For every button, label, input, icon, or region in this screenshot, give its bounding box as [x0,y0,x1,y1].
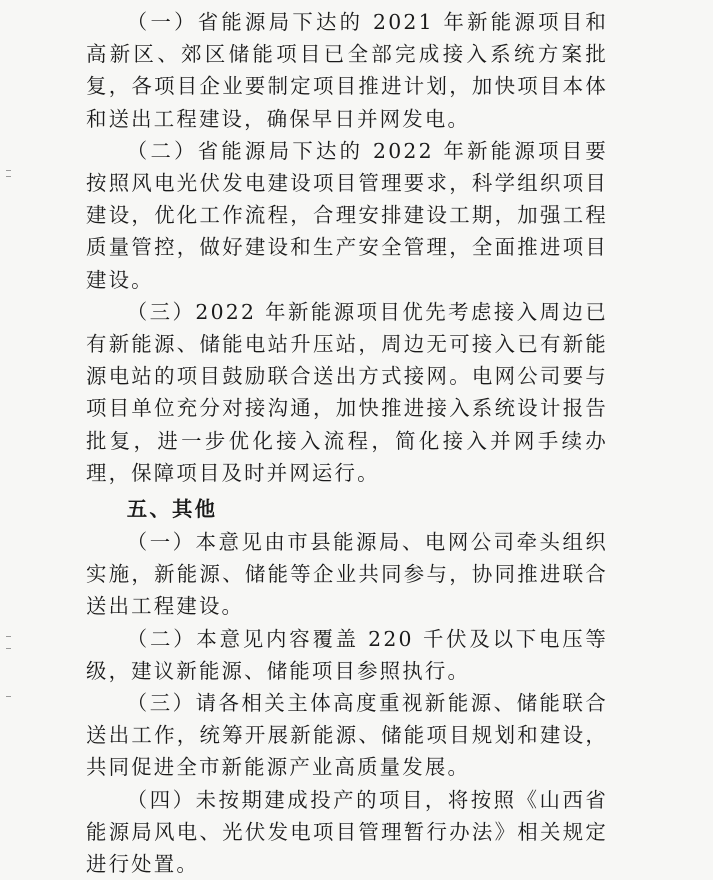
section-heading-other: 五、其他 [126,497,218,522]
paragraph-4-1: （一）省能源局下达的 2021 年新能源项目和高新区、郊区储能项目已全部完成接入系统方案批复，各项目企业要制定项目推进计划，加快项目本体和送出工程建设，确保早日并网发电。 [86,10,608,131]
paragraph-5-3: （三）请各相关主体高度重视新能源、储能联合送出工作，统筹开展新能源、储能项目规划和建设，共同促进全市新能源产业高质量发展。 [86,691,608,780]
scan-mark [6,636,11,637]
scan-mark [6,170,11,171]
scan-mark [6,176,11,177]
scan-mark [6,648,11,649]
document-page [86,6,608,880]
paragraph-5-2: （二）本意见内容覆盖 220 千伏及以下电压等级，建议新能源、储能项目参照执行。 [86,626,608,683]
paragraph-4-3: （三）2022 年新能源项目优先考虑接入周边已有新能源、储能电站升压站，周边无可接入已有新能源电站的项目鼓励联合送出方式接网。电网公司要与项目单位充分对接沟通，加快推进接入系统设计报告批复，进一步优化接入流程，简化接入并网手续办理，保障项目及时并网运行。 [86,299,608,485]
paragraph-5-4: （四）未按期建成投产的项目，将按照《山西省能源局风电、光伏发电项目管理暂行办法》相关规定进行处置。 [86,787,608,877]
scan-mark [6,696,11,697]
paragraph-4-2: （二）省能源局下达的 2022 年新能源项目要按照风电光伏发电建设项目管理要求，科学组织项目建设，优化工作流程，合理安排建设工期，加强工程质量管控，做好建设和生产安全管理，全面推进项目建设。 [86,138,608,292]
paragraph-5-1: （一）本意见由市县能源局、电网公司牵头组织实施，新能源、储能等企业共同参与，协同推进联合送出工程建设。 [86,530,608,619]
